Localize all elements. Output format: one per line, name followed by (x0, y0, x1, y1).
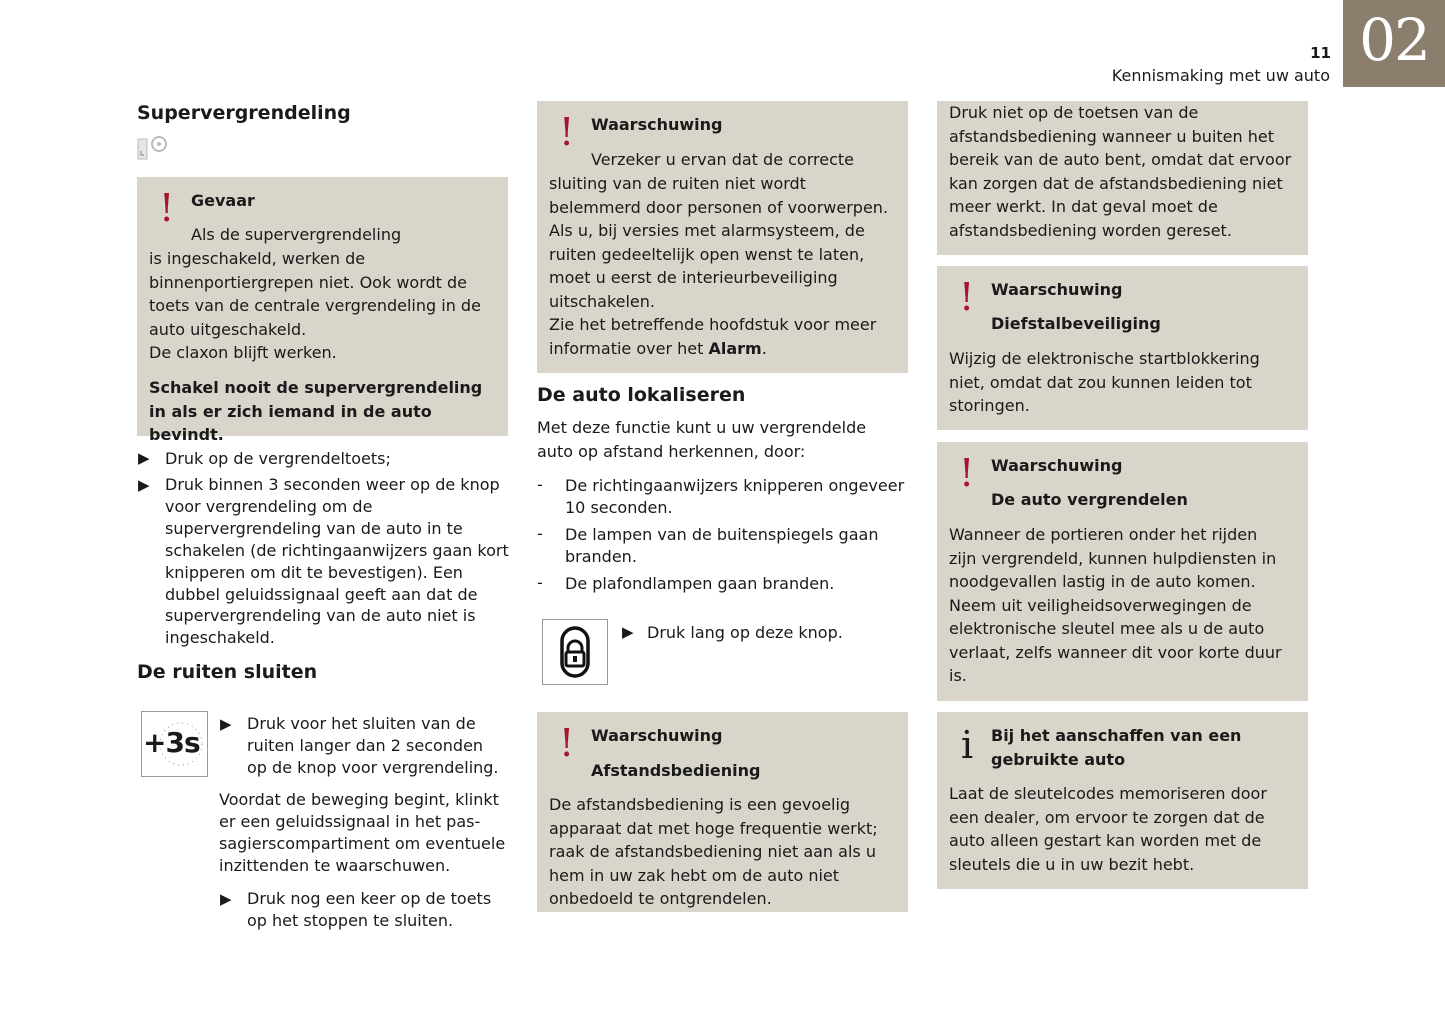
list-dash: - (537, 524, 543, 543)
warning-icon: ! (959, 451, 975, 495)
list-item: De lampen van de buitenspiegels gaan branden. (565, 525, 879, 566)
arrow-icon: ▶ (220, 715, 232, 733)
warning-icon: ! (559, 721, 575, 765)
lock-button-icon (542, 619, 608, 685)
info-icon: i (961, 723, 974, 767)
danger-text: is ingeschakeld, werken de binnenportiergrepen niet. Ook wordt de toets van de centrale vergrendeling in de auto uitgeschakeld. (149, 249, 481, 339)
warning-subtitle: Afstandsbediening (591, 761, 761, 780)
danger-title: Gevaar (191, 191, 255, 210)
remote-continuation-box (937, 101, 1308, 255)
remote-continuation-text: Druk niet op de toetsen van de afstandsbediening wanneer u buiten het bereik van de auto bent, omdat dat ervoor kan zorgen dat de afstandsbediening niet meer werkt. In dat geval moet de afstandsbediening worden gereset. (949, 103, 1292, 240)
alarm-reference: Alarm (708, 338, 762, 358)
plus3s-label: +3s (143, 726, 200, 759)
warning-subtitle: Diefstalbeveiliging (991, 314, 1161, 333)
warning-title: Waarschuwing (591, 115, 723, 134)
danger-bold-note: Schakel nooit de supervergrendeling in als er zich iemand in de auto bevindt. (149, 378, 483, 444)
warning-box-remote (537, 712, 908, 912)
arrow-icon: ▶ (622, 623, 634, 641)
section-heading-lokaliseren: De auto lokaliseren (537, 384, 746, 406)
warning-title: Waarschuwing (991, 456, 1123, 475)
section-heading-ruiten-sluiten: De ruiten sluiten (137, 661, 318, 683)
danger-text-first-line: Als de supervergrendeling (191, 225, 402, 244)
warning-text-first-line: Verzeker u ervan dat de correcte (591, 150, 854, 169)
list-item: De richtingaanwijzers knipperen ongeveer 10 seconden. (565, 476, 905, 517)
arrow-icon: ▶ (220, 890, 232, 908)
plus3s-button-icon (141, 711, 208, 777)
window-step-2: Druk nog een keer op de toets op het stoppen te sluiten. (247, 889, 492, 930)
warning-subtitle: De auto vergrendelen (991, 490, 1188, 509)
info-text: Laat de sleutelcodes memoriseren door een dealer, om ervoor te zorgen dat de auto alleen gestart kan worden met de sleutels die u in uw bezit hebt. (949, 784, 1267, 874)
section-heading-supervergrendeling: Supervergrendeling (137, 102, 351, 124)
warning-icon: ! (959, 275, 975, 319)
chapter-tab (1343, 0, 1445, 87)
step-2: Druk binnen 3 seconden weer op de knop voor vergrendeling om de supervergrendeling van de auto in te schakelen (de richtingaanwijzers gaan kort knipperen om dit te bevestigen). Een dubbel geluidssignaal geeft aan dat de supervergrendeling van de auto niet is ingeschakeld. (165, 475, 509, 648)
warning-text-alarm: Als u, bij versies met alarmsysteem, de ruiten gedeeltelijk open wenst te laten, moet u eerst de interieurbeveiliging uitschakelen. (549, 221, 865, 311)
arrow-icon: ▶ (138, 476, 150, 494)
info-box-used-car (937, 712, 1308, 889)
step-1: Druk op de vergrendeltoets; (165, 449, 391, 468)
chapter-number: 02 (1359, 6, 1429, 74)
page-number: 11 (1310, 44, 1331, 62)
info-title: Bij het aanschaffen van een gebruikte auto (991, 726, 1242, 769)
warning-box-windows (537, 101, 908, 373)
window-step-1: Druk voor het sluiten van de ruiten langer dan 2 seconden op de knop voor vergrendeling. (247, 714, 499, 777)
list-dash: - (537, 573, 543, 592)
danger-text-last: De claxon blijft werken. (149, 343, 337, 362)
warning-icon: ! (559, 110, 575, 154)
warning-text: Wanneer de portieren onder het rijden zijn vergrendeld, kunnen hulpdiensten in noodgevallen lastig in de auto komen. Neem uit veiligheidsoverwegingen de elektronische sleutel mee als u de auto verlaat, zelfs wanneer dit voor korte duur is. (949, 525, 1282, 685)
lock-step: Druk lang op deze knop. (647, 623, 843, 642)
list-dash: - (537, 475, 543, 494)
warning-text: Wijzig de elektronische startblokkering niet, omdat dat zou kunnen leiden tot storingen. (949, 349, 1260, 415)
window-paragraph: Voordat de beweging begint, klinkt er een geluidssignaal in het passagierscompartiment om eventuele inzittenden te waarschuwen. (219, 790, 506, 875)
locate-intro: Met deze functie kunt u uw vergrendelde auto op afstand herkennen, door: (537, 418, 867, 461)
danger-box (137, 177, 508, 444)
warning-box-lock (937, 442, 1308, 701)
steering-lock-icon (137, 135, 171, 161)
warning-title: Waarschuwing (591, 726, 723, 745)
chapter-title: Kennismaking met uw auto (1111, 66, 1330, 85)
list-item: De plafondlampen gaan branden. (565, 574, 835, 593)
arrow-icon: ▶ (138, 449, 150, 467)
warning-text-reference: Zie het betreffende hoofdstuk voor meer informatie over het Alarm. (549, 315, 877, 358)
warning-box-theft (937, 266, 1308, 430)
warning-text: De afstandsbediening is een gevoelig apparaat dat met hoge frequentie werkt; raak de afstandsbediening niet aan als u hem in uw zak hebt om de auto niet onbedoeld te ontgrendelen. (549, 795, 878, 908)
warning-title: Waarschuwing (991, 280, 1123, 299)
warning-text: sluiting van de ruiten niet wordt belemmerd door personen of voorwerpen. (549, 174, 889, 217)
danger-icon: ! (159, 186, 175, 230)
